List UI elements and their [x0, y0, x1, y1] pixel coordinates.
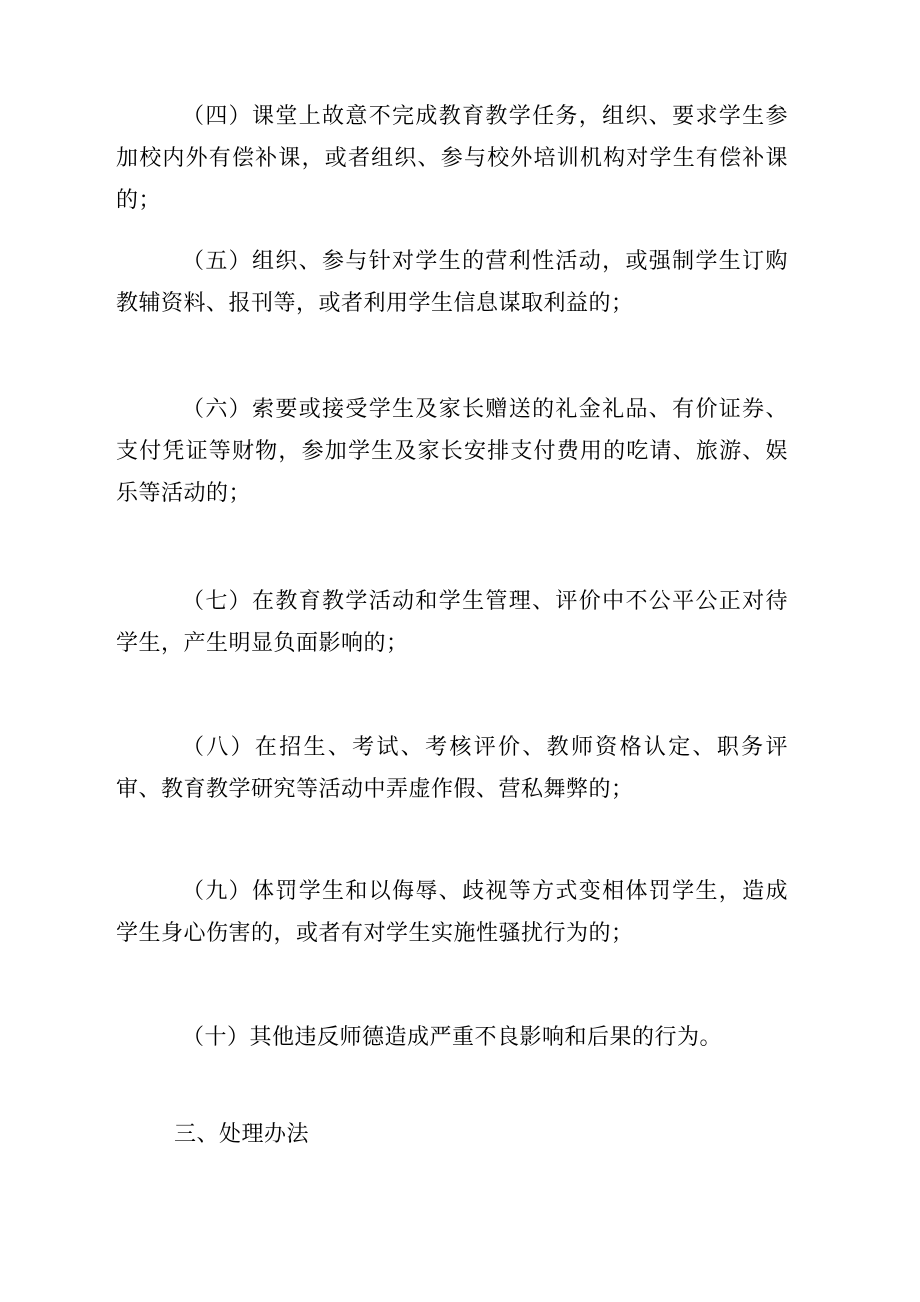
paragraph-item-5: （五）组织、参与针对学生的营利性活动，或强制学生订购教辅资料、报刊等，或者利用学生信息谋取利益的； — [116, 249, 788, 316]
paragraph-item-10: （十）其他违反师德造成严重不良影响和后果的行为。 — [182, 1025, 723, 1050]
paragraph-item-7: （七）在教育教学活动和学生管理、评价中不公平公正对待学生，产生明显负面影响的； — [116, 589, 788, 656]
paragraph-item-8: （八）在招生、考试、考核评价、教师资格认定、职务评审、教育教学研究等活动中弄虚作假、营私舞弊的； — [116, 735, 788, 802]
paragraph-item-6: （六）索要或接受学生及家长赠送的礼金礼品、有价证券、支付凭证等财物，参加学生及家长安排支付费用的吃请、旅游、娱乐等活动的； — [116, 397, 788, 506]
paragraph-item-4: （四）课堂上故意不完成教育教学任务，组织、要求学生参加校内外有偿补课，或者组织、参与校外培训机构对学生有偿补课的； — [116, 104, 788, 213]
paragraph-item-9: （九）体罚学生和以侮辱、歧视等方式变相体罚学生，造成学生身心伤害的，或者有对学生实施性骚扰行为的； — [116, 879, 788, 946]
section-heading: 三、处理办法 — [174, 1122, 310, 1147]
